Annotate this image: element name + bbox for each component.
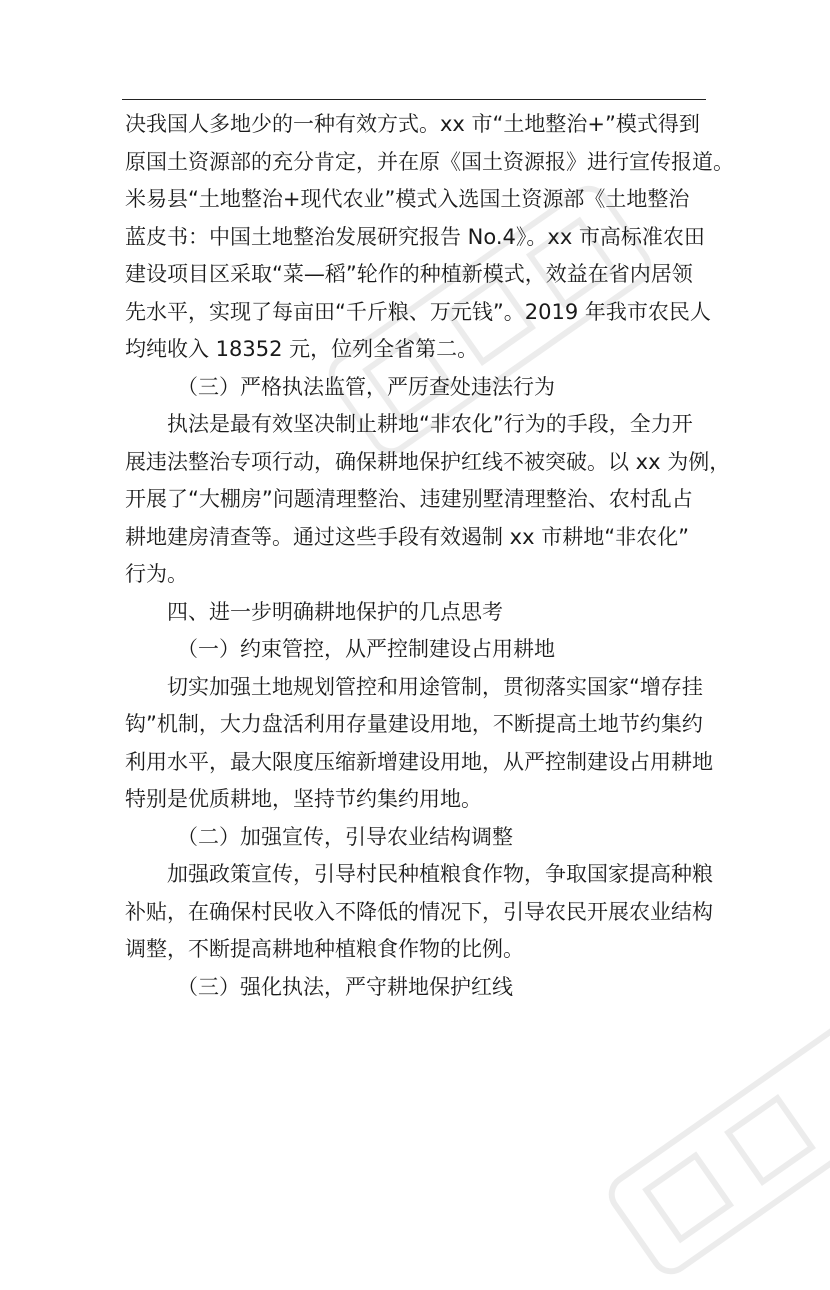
section-heading: （三）严格执法监管，严厉查处违法行为 [177, 374, 555, 399]
document-body [125, 106, 734, 1006]
body-line: 开展了“大棚房”问题清理整治、违建别墅清理整治、农村乱占 [125, 487, 693, 511]
body-line: 米易县“土地整治+现代农业”模式入选国土资源部《土地整治 [125, 187, 690, 211]
body-line: 先水平，实现了每亩田“千斤粮、万元钱”。2019 年我市农民人 [125, 299, 711, 324]
body-line: 补贴，在确保村民收入不降低的情况下，引导农民开展农业结构 [125, 899, 713, 924]
body-line: 行为。 [125, 562, 188, 586]
body-line: 展违法整治专项行动，确保耕地保护红线不被突破。以 xx 为例， [125, 449, 731, 474]
section-heading: （二）加强宣传，引导农业结构调整 [177, 824, 513, 849]
body-line: 耕地建房清查等。通过这些手段有效遏制 xx 市耕地“非农化” [125, 524, 689, 549]
body-line: 特别是优质耕地，坚持节约集约用地。 [125, 787, 482, 811]
body-line: 蓝皮书：中国土地整治发展研究报告 No.4》。xx 市高标准农田 [125, 224, 705, 249]
section-heading: 四、进一步明确耕地保护的几点思考 [167, 599, 503, 624]
body-line: 钩”机制，大力盘活利用存量建设用地，不断提高土地节约集约 [125, 712, 703, 736]
body-line: 加强政策宣传，引导村民种植粮食作物，争取国家提高种粮 [167, 862, 713, 886]
body-line: 切实加强土地规划管控和用途管制，贯彻落实国家“增存挂 [167, 674, 703, 699]
header-rule [122, 99, 706, 100]
watermark-logo-icon [596, 993, 830, 1286]
section-heading: （三）强化执法，严守耕地保护红线 [177, 974, 513, 999]
body-line: 执法是最有效坚决制止耕地“非农化”行为的手段，全力开 [167, 412, 693, 436]
body-line: 决我国人多地少的一种有效方式。xx 市“土地整治+”模式得到 [125, 112, 700, 136]
body-line: 原国土资源部的充分肯定，并在原《国土资源报》进行宣传报道。 [125, 149, 734, 174]
body-line: 调整，不断提高耕地种植粮食作物的比例。 [125, 937, 524, 961]
section-heading: （一）约束管控，从严控制建设占用耕地 [177, 637, 555, 661]
body-line: 建设项目区采取“菜—稻”轮作的种植新模式，效益在省内居领 [125, 262, 693, 286]
body-line: 利用水平，最大限度压缩新增建设用地，从严控制建设占用耕地 [125, 749, 713, 774]
body-line: 均纯收入 18352 元，位列全省第二。 [125, 337, 479, 361]
